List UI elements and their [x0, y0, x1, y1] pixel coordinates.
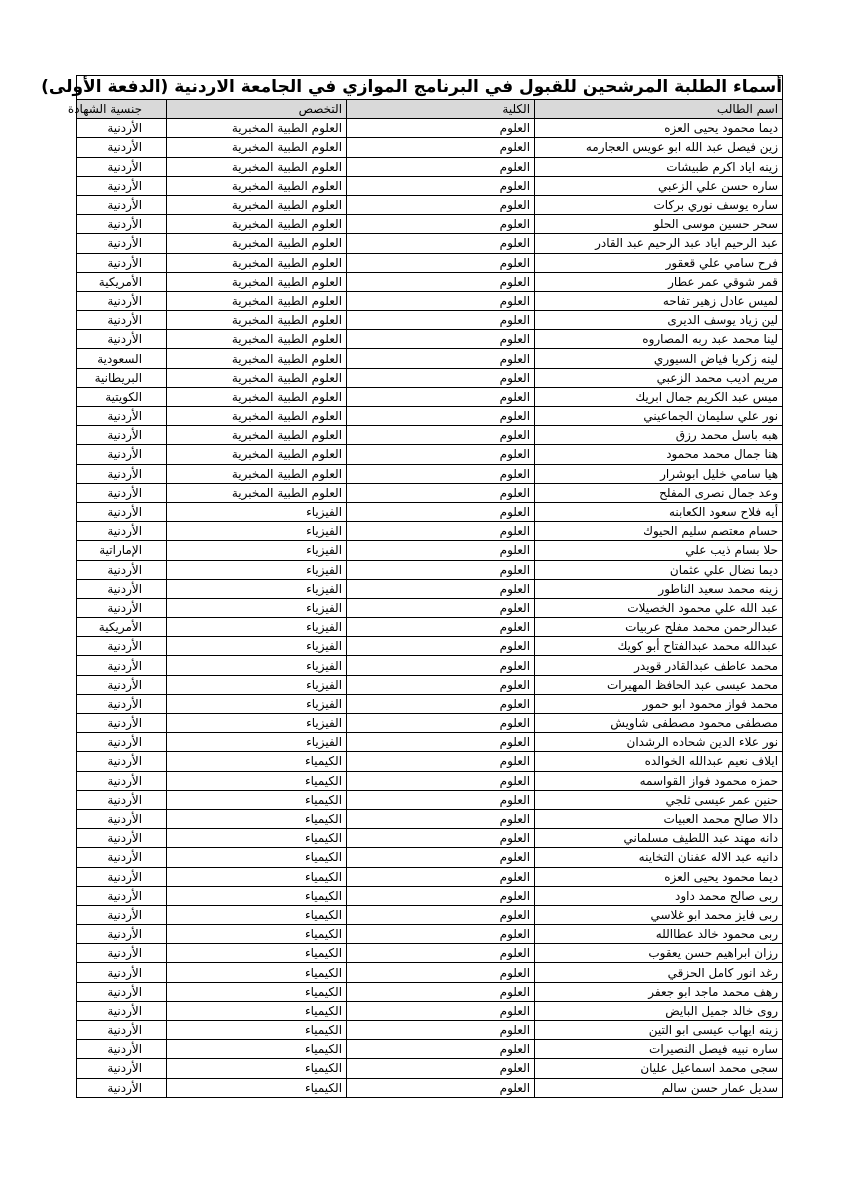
table-row [77, 848, 783, 867]
table-row [77, 445, 783, 464]
major-cell: الفيزياء [167, 579, 347, 598]
table-row [77, 1021, 783, 1040]
major-cell: الكيمياء [167, 867, 347, 886]
nationality-cell: الأردنية [77, 905, 167, 924]
nationality-cell: الأردنية [77, 407, 167, 426]
faculty-cell: العلوم [347, 349, 535, 368]
major-cell: الفيزياء [167, 502, 347, 521]
table-row [77, 867, 783, 886]
student-name-cell: زين فيصل عبد الله ابو عويس العجارمه [535, 138, 783, 157]
header-row [77, 100, 783, 119]
major-cell: الكيمياء [167, 925, 347, 944]
nationality-cell: الأردنية [77, 1001, 167, 1020]
student-name-cell: مريم اديب محمد الزعبي [535, 368, 783, 387]
faculty-cell: العلوم [347, 176, 535, 195]
nationality-cell: الأردنية [77, 119, 167, 138]
student-name-cell: أيه فلاح سعود الكعابنه [535, 502, 783, 521]
faculty-cell: العلوم [347, 138, 535, 157]
faculty-cell: العلوم [347, 119, 535, 138]
student-name-cell: ساره حسن علي الزعبي [535, 176, 783, 195]
faculty-cell: العلوم [347, 675, 535, 694]
table-row [77, 905, 783, 924]
nationality-cell: الأردنية [77, 963, 167, 982]
faculty-cell: العلوم [347, 253, 535, 272]
nationality-cell: الأردنية [77, 138, 167, 157]
table-row [77, 483, 783, 502]
major-cell: الكيمياء [167, 829, 347, 848]
table-row [77, 579, 783, 598]
student-name-cell: رزان ابراهيم حسن يعقوب [535, 944, 783, 963]
major-cell: الفيزياء [167, 733, 347, 752]
table-row [77, 733, 783, 752]
student-name-cell: ايلاف نعيم عبدالله الخوالده [535, 752, 783, 771]
table-row [77, 407, 783, 426]
nationality-cell: الأردنية [77, 234, 167, 253]
table-row [77, 944, 783, 963]
student-name-cell: وعد جمال نصرى المفلح [535, 483, 783, 502]
major-cell: العلوم الطبية المخبرية [167, 176, 347, 195]
column-header-major: التخصص [167, 100, 347, 119]
nationality-cell: الأردنية [77, 464, 167, 483]
table-row [77, 138, 783, 157]
nationality-cell: الأردنية [77, 157, 167, 176]
major-cell: العلوم الطبية المخبرية [167, 387, 347, 406]
nationality-cell: الأردنية [77, 579, 167, 598]
faculty-cell: العلوم [347, 483, 535, 502]
major-cell: الفيزياء [167, 656, 347, 675]
table-row [77, 752, 783, 771]
student-name-cell: دالا صالح محمد العبيات [535, 809, 783, 828]
major-cell: العلوم الطبية المخبرية [167, 368, 347, 387]
column-header-nationality: جنسية الشهادة [77, 100, 167, 119]
faculty-cell: العلوم [347, 1040, 535, 1059]
faculty-cell: العلوم [347, 445, 535, 464]
faculty-cell: العلوم [347, 1001, 535, 1020]
nationality-cell: الأمريكية [77, 618, 167, 637]
major-cell: العلوم الطبية المخبرية [167, 445, 347, 464]
student-name-cell: ساره يوسف نوري بركات [535, 195, 783, 214]
faculty-cell: العلوم [347, 752, 535, 771]
nationality-cell: البريطانية [77, 368, 167, 387]
faculty-cell: العلوم [347, 733, 535, 752]
nationality-cell: الأردنية [77, 656, 167, 675]
faculty-cell: العلوم [347, 656, 535, 675]
table-row [77, 560, 783, 579]
student-name-cell: لينا محمد عبد ربه المصاروه [535, 330, 783, 349]
nationality-cell: الأردنية [77, 253, 167, 272]
major-cell: العلوم الطبية المخبرية [167, 119, 347, 138]
table-row [77, 387, 783, 406]
faculty-cell: العلوم [347, 234, 535, 253]
nationality-cell: الأردنية [77, 694, 167, 713]
table-row [77, 598, 783, 617]
major-cell: الفيزياء [167, 714, 347, 733]
faculty-cell: العلوم [347, 1059, 535, 1078]
student-name-cell: محمد فواز محمود ابو حمور [535, 694, 783, 713]
faculty-cell: العلوم [347, 963, 535, 982]
student-name-cell: دانيه عبد الاله عفنان التخاينه [535, 848, 783, 867]
student-name-cell: عبدالله محمد عبدالفتاح أبو كويك [535, 637, 783, 656]
faculty-cell: العلوم [347, 291, 535, 310]
nationality-cell: الأردنية [77, 1021, 167, 1040]
major-cell: الكيمياء [167, 982, 347, 1001]
student-name-cell: دانه مهند عبد اللطيف مسلماني [535, 829, 783, 848]
table-row [77, 694, 783, 713]
student-name-cell: سحر حسين موسى الحلو [535, 215, 783, 234]
faculty-cell: العلوم [347, 867, 535, 886]
student-name-cell: محمد عيسى عبد الحافظ المهيرات [535, 675, 783, 694]
nationality-cell: الأردنية [77, 195, 167, 214]
table-row [77, 215, 783, 234]
faculty-cell: العلوم [347, 714, 535, 733]
faculty-cell: العلوم [347, 157, 535, 176]
table-row [77, 464, 783, 483]
nationality-cell: الأردنية [77, 560, 167, 579]
table-row [77, 790, 783, 809]
nationality-cell: الأردنية [77, 598, 167, 617]
nationality-cell: الأردنية [77, 426, 167, 445]
nationality-cell: الأردنية [77, 982, 167, 1001]
nationality-cell: الإماراتية [77, 541, 167, 560]
table-row [77, 195, 783, 214]
table-row [77, 771, 783, 790]
student-name-cell: زينه محمد سعيد الناطور [535, 579, 783, 598]
table-row [77, 368, 783, 387]
major-cell: الكيمياء [167, 848, 347, 867]
faculty-cell: العلوم [347, 848, 535, 867]
major-cell: العلوم الطبية المخبرية [167, 483, 347, 502]
faculty-cell: العلوم [347, 502, 535, 521]
table-row [77, 637, 783, 656]
faculty-cell: العلوم [347, 387, 535, 406]
major-cell: الكيمياء [167, 809, 347, 828]
table-row [77, 311, 783, 330]
major-cell: العلوم الطبية المخبرية [167, 291, 347, 310]
faculty-cell: العلوم [347, 311, 535, 330]
student-name-cell: مصطفى محمود مصطفى شاويش [535, 714, 783, 733]
major-cell: الفيزياء [167, 560, 347, 579]
student-name-cell: نور علي سليمان الجماعيني [535, 407, 783, 426]
faculty-cell: العلوم [347, 618, 535, 637]
table-row [77, 176, 783, 195]
faculty-cell: العلوم [347, 541, 535, 560]
nationality-cell: الأردنية [77, 311, 167, 330]
major-cell: الفيزياء [167, 637, 347, 656]
nationality-cell: الأردنية [77, 176, 167, 195]
student-name-cell: ديما محمود يحيى العزه [535, 119, 783, 138]
major-cell: الكيمياء [167, 1059, 347, 1078]
table-row [77, 349, 783, 368]
faculty-cell: العلوم [347, 944, 535, 963]
table-row [77, 272, 783, 291]
student-name-cell: حمزه محمود فواز القواسمه [535, 771, 783, 790]
student-name-cell: رغد انور كامل الحزقي [535, 963, 783, 982]
student-name-cell: ساره نبيه فيصل النصيرات [535, 1040, 783, 1059]
nationality-cell: الأردنية [77, 848, 167, 867]
table-row [77, 675, 783, 694]
major-cell: الفيزياء [167, 541, 347, 560]
major-cell: العلوم الطبية المخبرية [167, 215, 347, 234]
major-cell: العلوم الطبية المخبرية [167, 272, 347, 291]
table-row [77, 522, 783, 541]
student-name-cell: ربى فايز محمد ابو غلاسي [535, 905, 783, 924]
title-row [77, 76, 783, 100]
faculty-cell: العلوم [347, 407, 535, 426]
nationality-cell: الأردنية [77, 1059, 167, 1078]
student-name-cell: عبد الله علي محمود الخصيلات [535, 598, 783, 617]
table-row [77, 253, 783, 272]
student-name-cell: زينه ايهاب عيسى ابو التين [535, 1021, 783, 1040]
faculty-cell: العلوم [347, 829, 535, 848]
nationality-cell: الأردنية [77, 445, 167, 464]
major-cell: الكيمياء [167, 944, 347, 963]
faculty-cell: العلوم [347, 905, 535, 924]
nationality-cell: الأردنية [77, 637, 167, 656]
nationality-cell: الأردنية [77, 330, 167, 349]
major-cell: العلوم الطبية المخبرية [167, 330, 347, 349]
table-row [77, 1001, 783, 1020]
major-cell: الكيمياء [167, 1001, 347, 1020]
nationality-cell: الأردنية [77, 1078, 167, 1097]
nationality-cell: السعودية [77, 349, 167, 368]
student-name-cell: قمر شوقي عمر عطار [535, 272, 783, 291]
student-name-cell: عبد الرحيم اياد عبد الرحيم عبد القادر [535, 234, 783, 253]
faculty-cell: العلوم [347, 598, 535, 617]
major-cell: الكيمياء [167, 771, 347, 790]
nationality-cell: الأردنية [77, 771, 167, 790]
table-row [77, 502, 783, 521]
nationality-cell: الأردنية [77, 925, 167, 944]
nationality-cell: الأردنية [77, 675, 167, 694]
table-row [77, 618, 783, 637]
nationality-cell: الأردنية [77, 886, 167, 905]
column-header-name: اسم الطالب [535, 100, 783, 119]
table-row [77, 157, 783, 176]
table-row [77, 119, 783, 138]
major-cell: العلوم الطبية المخبرية [167, 253, 347, 272]
student-name-cell: ربى محمود خالد عطاالله [535, 925, 783, 944]
faculty-cell: العلوم [347, 368, 535, 387]
major-cell: الفيزياء [167, 694, 347, 713]
major-cell: العلوم الطبية المخبرية [167, 464, 347, 483]
faculty-cell: العلوم [347, 886, 535, 905]
major-cell: الكيمياء [167, 1040, 347, 1059]
major-cell: الفيزياء [167, 522, 347, 541]
nationality-cell: الأردنية [77, 215, 167, 234]
student-name-cell: هبه باسل محمد رزق [535, 426, 783, 445]
nationality-cell: الأردنية [77, 867, 167, 886]
faculty-cell: العلوم [347, 195, 535, 214]
table-row [77, 714, 783, 733]
nationality-cell: الأردنية [77, 733, 167, 752]
faculty-cell: العلوم [347, 771, 535, 790]
nationality-cell: الأردنية [77, 483, 167, 502]
faculty-cell: العلوم [347, 215, 535, 234]
nationality-cell: الأردنية [77, 522, 167, 541]
table-row [77, 1078, 783, 1097]
faculty-cell: العلوم [347, 579, 535, 598]
major-cell: الفيزياء [167, 618, 347, 637]
student-name-cell: سديل عمار حسن سالم [535, 1078, 783, 1097]
major-cell: العلوم الطبية المخبرية [167, 426, 347, 445]
faculty-cell: العلوم [347, 464, 535, 483]
major-cell: العلوم الطبية المخبرية [167, 349, 347, 368]
student-name-cell: سجى محمد اسماعيل عليان [535, 1059, 783, 1078]
table-row [77, 925, 783, 944]
student-name-cell: ديما محمود يحيى العزه [535, 867, 783, 886]
nationality-cell: الأردنية [77, 944, 167, 963]
student-name-cell: ميس عبد الكريم جمال ابريك [535, 387, 783, 406]
major-cell: الكيمياء [167, 790, 347, 809]
page-title: أسماء الطلبة المرشحين للقبول في البرنامج الموازي في الجامعة الاردنية (الدفعة الأولى) [77, 76, 783, 100]
table-row [77, 829, 783, 848]
table-row [77, 809, 783, 828]
column-header-faculty: الكلية [347, 100, 535, 119]
faculty-cell: العلوم [347, 330, 535, 349]
table-row [77, 234, 783, 253]
faculty-cell: العلوم [347, 925, 535, 944]
table-row [77, 656, 783, 675]
student-name-cell: فرح سامي علي قعقور [535, 253, 783, 272]
student-name-cell: رهف محمد ماجد ابو جعفر [535, 982, 783, 1001]
major-cell: العلوم الطبية المخبرية [167, 311, 347, 330]
table-row [77, 541, 783, 560]
admission-list-sheet [41, 75, 783, 1098]
student-name-cell: نور علاء الدين شحاده الرشدان [535, 733, 783, 752]
major-cell: الكيمياء [167, 905, 347, 924]
table-body [77, 119, 783, 1098]
nationality-cell: الكويتية [77, 387, 167, 406]
student-name-cell: حنين عمر عيسى ثلجي [535, 790, 783, 809]
student-name-cell: حسام معتصم سليم الحيوك [535, 522, 783, 541]
student-name-cell: هيا سامي خليل ابوشرار [535, 464, 783, 483]
student-name-cell: عبدالرحمن محمد مفلح عربيات [535, 618, 783, 637]
faculty-cell: العلوم [347, 982, 535, 1001]
faculty-cell: العلوم [347, 560, 535, 579]
major-cell: الكيمياء [167, 752, 347, 771]
table-row [77, 963, 783, 982]
major-cell: الفيزياء [167, 675, 347, 694]
faculty-cell: العلوم [347, 809, 535, 828]
table-row [77, 330, 783, 349]
faculty-cell: العلوم [347, 637, 535, 656]
student-name-cell: محمد عاطف عبدالقادر قويدر [535, 656, 783, 675]
faculty-cell: العلوم [347, 522, 535, 541]
faculty-cell: العلوم [347, 272, 535, 291]
major-cell: الكيمياء [167, 963, 347, 982]
table-row [77, 426, 783, 445]
student-name-cell: ربى صالح محمد داود [535, 886, 783, 905]
nationality-cell: الأمريكية [77, 272, 167, 291]
student-name-cell: هنا جمال محمد محمود [535, 445, 783, 464]
major-cell: الكيمياء [167, 886, 347, 905]
major-cell: الكيمياء [167, 1078, 347, 1097]
major-cell: الكيمياء [167, 1021, 347, 1040]
faculty-cell: العلوم [347, 1021, 535, 1040]
table-row [77, 1040, 783, 1059]
major-cell: العلوم الطبية المخبرية [167, 234, 347, 253]
major-cell: العلوم الطبية المخبرية [167, 407, 347, 426]
student-name-cell: لميس عادل زهير تفاحه [535, 291, 783, 310]
candidates-table [41, 75, 783, 1098]
nationality-cell: الأردنية [77, 1040, 167, 1059]
nationality-cell: الأردنية [77, 790, 167, 809]
table-row [77, 982, 783, 1001]
major-cell: الفيزياء [167, 598, 347, 617]
student-name-cell: زينه اياد اكرم طبيشات [535, 157, 783, 176]
faculty-cell: العلوم [347, 1078, 535, 1097]
table-row [77, 291, 783, 310]
nationality-cell: الأردنية [77, 502, 167, 521]
student-name-cell: لينه زكريا فياض السيوري [535, 349, 783, 368]
major-cell: العلوم الطبية المخبرية [167, 138, 347, 157]
student-name-cell: لين زياد يوسف الديرى [535, 311, 783, 330]
faculty-cell: العلوم [347, 790, 535, 809]
major-cell: العلوم الطبية المخبرية [167, 195, 347, 214]
student-name-cell: ديما نضال علي عثمان [535, 560, 783, 579]
nationality-cell: الأردنية [77, 829, 167, 848]
nationality-cell: الأردنية [77, 291, 167, 310]
major-cell: العلوم الطبية المخبرية [167, 157, 347, 176]
student-name-cell: روى خالد جميل البايض [535, 1001, 783, 1020]
faculty-cell: العلوم [347, 694, 535, 713]
nationality-cell: الأردنية [77, 809, 167, 828]
nationality-cell: الأردنية [77, 714, 167, 733]
table-row [77, 1059, 783, 1078]
table-row [77, 886, 783, 905]
nationality-cell: الأردنية [77, 752, 167, 771]
faculty-cell: العلوم [347, 426, 535, 445]
student-name-cell: حلا بسام ذيب علي [535, 541, 783, 560]
